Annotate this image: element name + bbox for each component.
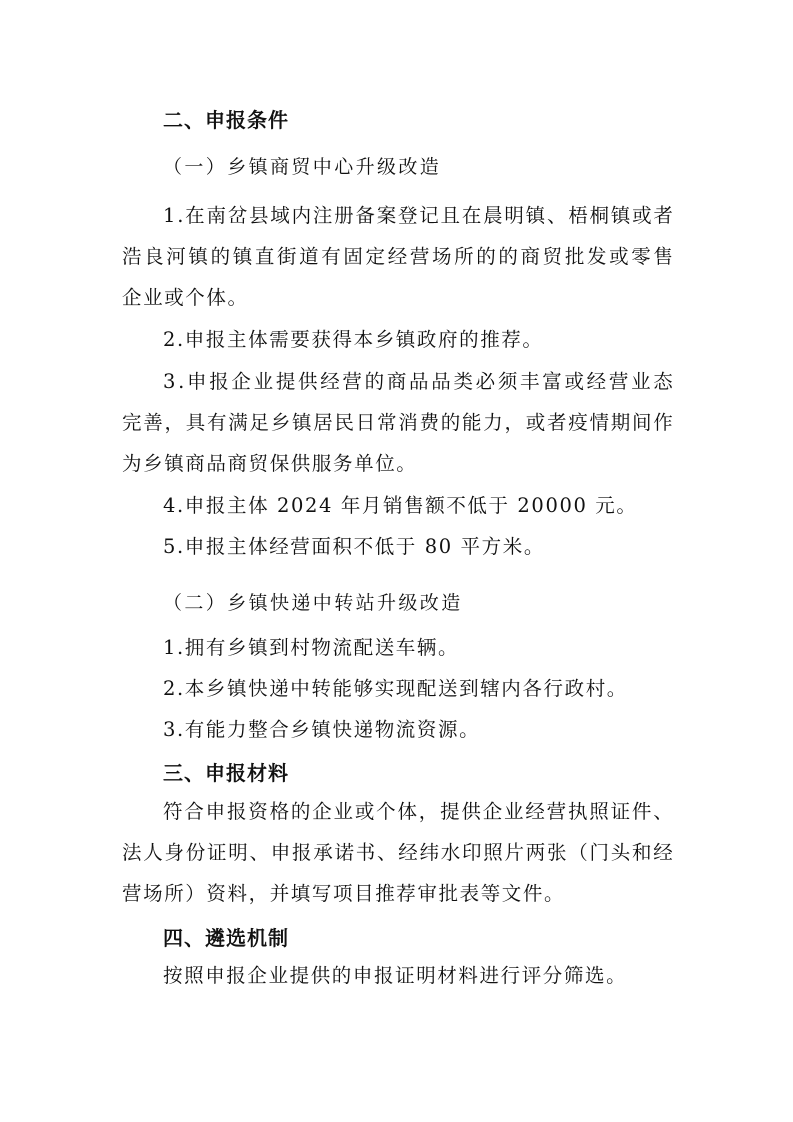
paragraph-line: 2.本乡镇快递中转能够实现配送到辖内各行政村。: [163, 677, 628, 700]
paragraph-line: 符 合 申 报 资 格 的 企 业 或 个 体 ， 提 供 企 业 经 营 执 照 证 件 、: [163, 800, 673, 823]
paragraph-line: 4.申报主体 2024 年月销售额不低于 20000 元。: [163, 494, 638, 517]
paragraph-line: 浩 良 河 镇 的 镇 直 街 道 有 固 定 经 营 场 所 的 的 商 贸 批 发 或 零 售: [122, 245, 673, 268]
subsection-2-heading: （二）乡镇快递中转站升级改造: [163, 592, 463, 614]
subsection-1-heading: （一）乡镇商贸中心升级改造: [163, 156, 442, 178]
paragraph-line: 为乡镇商品商贸保供服务单位。: [122, 452, 418, 475]
paragraph-line: 2.申报主体需要获得本乡镇政府的推荐。: [163, 328, 544, 351]
paragraph-line: 法 人 身 份 证 明 、 申 报 承 诺 书 、 经 纬 水 印 照 片 两 张 （ 门 头 和 经: [122, 841, 673, 864]
paragraph-line: 1 . 在 南 岔 县 域 内 注 册 备 案 登 记 且 在 晨 明 镇 、 梧 桐 镇 或 者: [163, 204, 673, 227]
section-4-heading: 四、遴选机制: [163, 926, 289, 950]
paragraph-line: 企业或个体。: [122, 286, 249, 309]
paragraph-line: 1.拥有乡镇到村物流配送车辆。: [163, 636, 460, 659]
paragraph-line: 3 . 申 报 企 业 提 供 经 营 的 商 品 品 类 必 须 丰 富 或 经 营 业 态: [163, 370, 673, 393]
section-2-heading: 二、申报条件: [163, 108, 289, 132]
paragraph-line: 5.申报主体经营面积不低于 80 平方米。: [163, 535, 545, 558]
paragraph-line: 完 善 ， 具 有 满 足 乡 镇 居 民 日 常 消 费 的 能 力 ， 或 者 疫 情 期 间 作: [122, 411, 673, 434]
paragraph-line: 3.有能力整合乡镇快递物流资源。: [163, 718, 481, 741]
section-3-heading: 三、申报材料: [163, 761, 289, 785]
paragraph-line: 营场所）资料，并填写项目推荐审批表等文件。: [122, 882, 566, 905]
paragraph-line: 按照申报企业提供的申报证明材料进行评分筛选。: [163, 964, 628, 987]
